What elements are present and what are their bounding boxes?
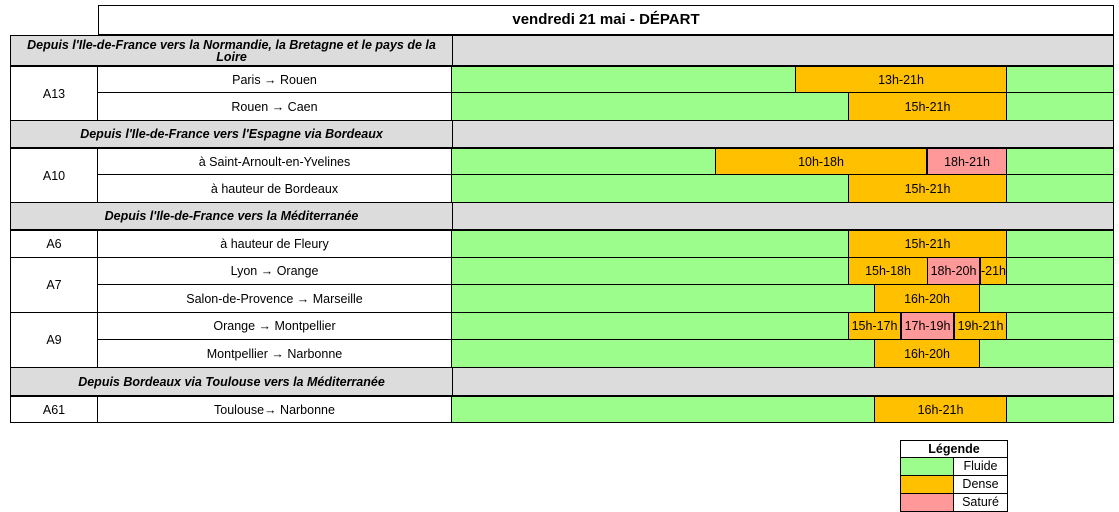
timeline-bar <box>452 396 1114 423</box>
legend-swatch-sature <box>901 494 954 511</box>
legend-row <box>901 494 1007 511</box>
time-block-dense: 10h-18h <box>715 149 927 174</box>
legend-label: Saturé <box>962 495 999 509</box>
legend-row <box>901 458 1007 476</box>
legend-title: Légende <box>901 441 1007 458</box>
timeline-bar <box>452 148 1114 175</box>
road-label: A9 <box>10 313 98 368</box>
timeline-bar <box>452 93 1114 121</box>
timeline-bar <box>452 340 1114 368</box>
timeline-bar <box>452 285 1114 313</box>
legend-swatch-dense <box>901 476 954 493</box>
section-label: Depuis l'Ile-de-France vers la Normandie, la Bretagne et le pays de la Loire <box>11 36 453 65</box>
section-label: Depuis l'Ile-de-France vers l'Espagne via Bordeaux <box>11 121 453 147</box>
time-block-sature: 18h-21h <box>927 149 1007 174</box>
section-header <box>10 35 1114 66</box>
section-header <box>10 121 1114 148</box>
time-block-sature: 18h-20h <box>927 258 980 284</box>
segment-label: Toulouse→ Narbonne <box>98 396 452 423</box>
timeline-bar <box>452 175 1114 203</box>
time-block-dense: 15h-21h <box>848 231 1007 257</box>
page-title: vendredi 21 mai - DÉPART <box>98 5 1114 35</box>
time-block-dense: 13h-21h <box>795 67 1007 92</box>
segment-label: Lyon → Orange <box>98 258 452 285</box>
section-label: Depuis Bordeaux via Toulouse vers la Méditerranée <box>11 368 453 395</box>
legend-row <box>901 476 1007 494</box>
section-header <box>10 203 1114 230</box>
road-label: A7 <box>10 258 98 313</box>
time-block-dense: 16h-21h <box>874 397 1007 422</box>
legend-label: Fluide <box>963 459 998 473</box>
section-header <box>10 368 1114 396</box>
time-block-dense: 15h-21h <box>848 175 1007 202</box>
legend <box>900 440 1008 512</box>
time-block-dense: 19h-21h <box>954 313 1007 339</box>
timeline-bar <box>452 230 1114 258</box>
time-block-dense: 15h-21h <box>848 93 1007 120</box>
section-label: Depuis l'Ile-de-France vers la Méditerranée <box>11 203 453 229</box>
time-block-dense: 15h-18h <box>848 258 928 284</box>
timeline-bar <box>452 66 1114 93</box>
time-block-dense: 16h-20h <box>874 285 980 312</box>
road-label: A61 <box>10 396 98 423</box>
road-label: A13 <box>10 66 98 121</box>
timeline-bar <box>452 313 1114 340</box>
segment-label: à hauteur de Bordeaux <box>98 175 452 203</box>
segment-label: Montpellier → Narbonne <box>98 340 452 368</box>
segment-label: Salon-de-Provence → Marseille <box>98 285 452 313</box>
segment-label: Paris → Rouen <box>98 66 452 93</box>
segment-label: à hauteur de Fleury <box>98 230 452 258</box>
road-label: A10 <box>10 148 98 203</box>
segment-label: à Saint-Arnoult-en-Yvelines <box>98 148 452 175</box>
time-block-sature: 17h-19h <box>901 313 954 339</box>
road-label: A6 <box>10 230 98 258</box>
segment-label: Rouen → Caen <box>98 93 452 121</box>
legend-label: Dense <box>962 477 999 491</box>
legend-swatch-fluide <box>901 458 954 475</box>
time-block-dense: -21h <box>980 258 1007 284</box>
segment-label: Orange → Montpellier <box>98 313 452 340</box>
timeline-bar <box>452 258 1114 285</box>
time-block-dense: 15h-17h <box>848 313 901 339</box>
time-block-dense: 16h-20h <box>874 340 980 367</box>
